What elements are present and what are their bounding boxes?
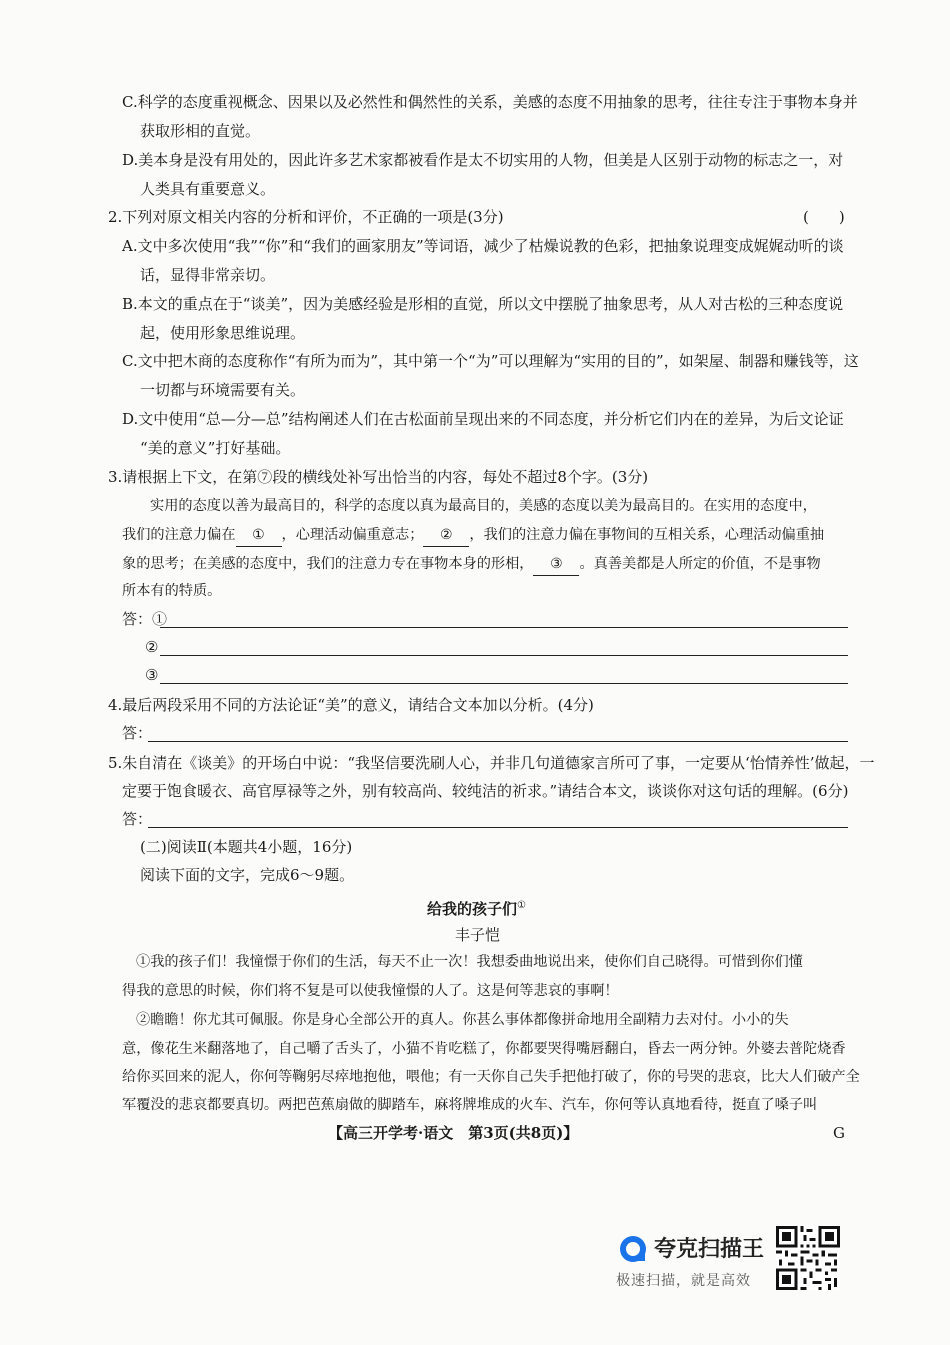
q4-stem: 4.最后两段采用不同的方法论证“美”的意义，请结合文本加以分析。(4分) [108, 696, 594, 714]
q2-option-b-line2: 起，使用形象思维说理。 [140, 324, 306, 342]
q2-option-a-line1: A.文中多次使用“我”“你”和“我们的画家朋友”等词语，减少了枯燥说教的色彩，把抽象说理变成娓娓动听的谈 [122, 237, 844, 255]
article-p2-line1: ②瞻瞻！你尤其可佩服。你是身心全部公开的真人。你甚么事体都像拼命地用全副精力去对付。小小的失 [136, 1012, 789, 1028]
q3-passage-line1: 实用的态度以善为最高目的，科学的态度以真为最高目的，美感的态度以美为最高目的。在实用的态度中， [150, 498, 817, 514]
q5-stem-line1: 5.朱自清在《谈美》的开场白中说：“我坚信要洗刷人心，并非几句道德家言所可了事，一定要从‘怡情养性’做起，一 [108, 754, 875, 772]
blank-3[interactable]: ③ [533, 553, 579, 576]
q2-stem: 2.下列对原文相关内容的分析和评价，不正确的一项是(3分) [108, 208, 504, 226]
article-p1-line1: ①我的孩子们！我憧憬于你们的生活，每天不止一次！我想委曲地说出来，使你们自己晓得。可惜到你们懂 [136, 954, 803, 970]
q3-answer-mark-3: ③ [145, 666, 159, 684]
article-p1-line2: 得我的意思的时候，你们将不复是可以使我憧憬的人了。这是何等悲哀的事啊！ [122, 983, 619, 999]
q3-answer-label: 答：① [122, 610, 168, 628]
q4-answer-label: 答： [122, 724, 153, 742]
article-title-footnote: ① [517, 900, 526, 911]
q2-option-b-line1: B.本文的重点在于“谈美”，因为美感经验是形相的直觉，所以文中摆脱了抽象思考，从人对古松的三种态度说 [122, 295, 844, 313]
q2-option-d-line2: “美的意义”打好基础。 [140, 439, 291, 457]
blank-2[interactable]: ② [423, 524, 469, 547]
qr-code-icon [776, 1226, 840, 1290]
section2-heading: (二)阅读Ⅱ(本题共4小题，16分) [140, 838, 353, 856]
q3-answer-line-3[interactable] [160, 683, 848, 684]
q3-passage-line4: 所本有的特质。 [122, 583, 222, 599]
q1-option-c-line1: C.科学的态度重视概念、因果以及必然性和偶然性的关系，美感的态度不用抽象的思考，往往专注于事物本身并 [122, 93, 858, 111]
scanner-watermark [612, 1226, 772, 1296]
q2-option-c-line1: C.文中把木商的态度称作“有所为而为”，其中第一个“为”可以理解为“实用的目的”，如架屋、制器和赚钱等，这 [122, 352, 859, 370]
article-p2-line4: 军覆没的悲哀都要真切。两把芭蕉扇做的脚踏车，麻将牌堆成的火车、汽车，你何等认真地看待，挺直了嗓子叫 [122, 1097, 818, 1113]
article-title: 给我的孩子们① [427, 900, 526, 918]
q5-answer-label: 答： [122, 810, 153, 828]
q1-option-d-line1: D.美本身是没有用处的，因此许多艺术家都被看作是太不切实用的人物，但美是人区别于动物的标志之一，对 [122, 151, 844, 169]
article-p2-line3: 给你买回来的泥人，你何等鞠躬尽瘁地抱他，喂他；有一天你自己失手把他打破了，你的号哭的悲哀，比大人们破产全 [122, 1069, 860, 1085]
q2-option-d-line1: D.文中使用“总—分—总”结构阐述人们在古松面前呈现出来的不同态度，并分析它们内在的差异，为后文论证 [122, 410, 844, 428]
q3-stem: 3.请根据上下文，在第⑦段的横线处补写出恰当的内容，每处不超过8个字。(3分) [108, 468, 649, 486]
page-footer: 【高三开学考·语文 第3页(共8页)】 [328, 1124, 579, 1142]
q3-passage-line2: 我们的注意力偏在 ① ，心理活动偏重意志； ② ，我们的注意力偏在事物间的互相关系，心理活动偏重抽 [122, 524, 824, 547]
q1-option-d-line2: 人类具有重要意义。 [140, 180, 276, 198]
q3-answer-line-1[interactable] [160, 627, 848, 628]
quark-logo-icon [620, 1236, 646, 1262]
q3-answer-mark-2: ② [145, 638, 159, 656]
q2-option-a-line2: 话，显得非常亲切。 [140, 266, 276, 284]
section2-instruction: 阅读下面的文字，完成6～9题。 [140, 866, 355, 884]
q1-option-c-line2: 获取形相的直觉。 [140, 122, 261, 140]
q2-answer-bracket: ( ) [803, 208, 845, 226]
q5-answer-line[interactable] [148, 827, 848, 828]
scanner-slogan: 极速扫描，就是高效 [616, 1273, 751, 1289]
q3-answer-line-2[interactable] [160, 655, 848, 656]
scanner-brand: 夸克扫描王 [654, 1237, 765, 1262]
q5-stem-line2: 定要于饱食暖衣、高官厚禄等之外，别有较高尚、较纯洁的祈求。”请结合本文，谈谈你对这句话的理解。(6分) [122, 782, 849, 800]
q4-answer-line[interactable] [148, 741, 848, 742]
q2-option-c-line2: 一切都与环境需要有关。 [140, 381, 306, 399]
article-p2-line2: 意，像花生米翻落地了，自己嚼了舌头了，小猫不肯吃糕了，你都要哭得嘴唇翻白，昏去一两分钟。外婆去普陀烧香 [122, 1041, 846, 1057]
q3-passage-line3: 象的思考；在美感的态度中，我们的注意力专在事物本身的形相， ③ 。真善美都是人所定的价值，不是事物 [122, 553, 821, 576]
paper-code: G [833, 1124, 845, 1142]
article-author: 丰子恺 [455, 926, 501, 944]
blank-1[interactable]: ① [236, 524, 282, 547]
